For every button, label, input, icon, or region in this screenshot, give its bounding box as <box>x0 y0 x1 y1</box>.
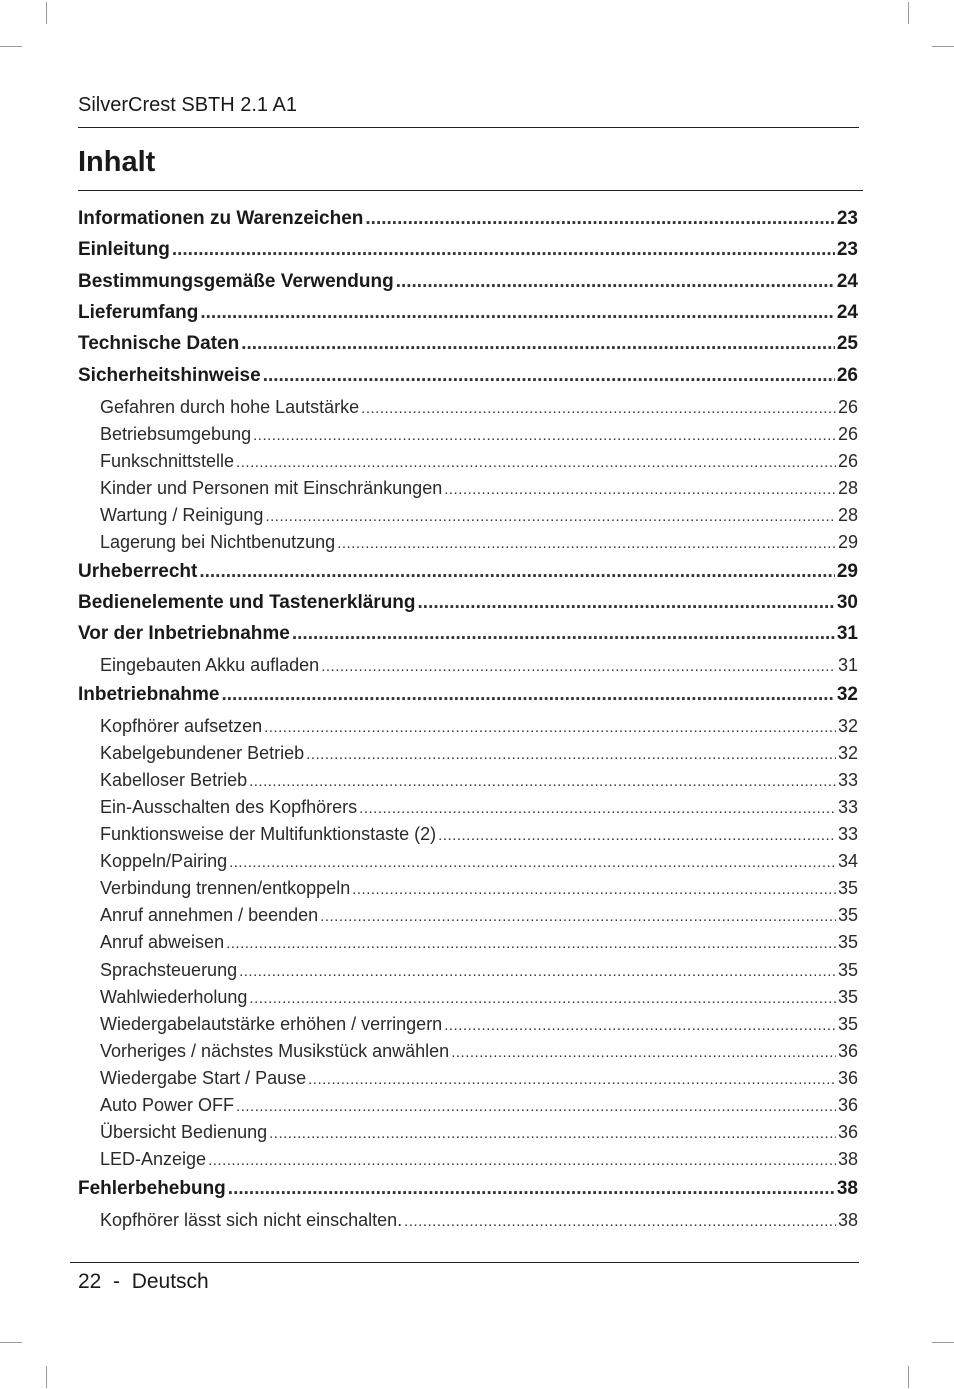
toc-entry-title: Kopfhörer aufsetzen <box>100 715 263 736</box>
toc-dot-leader <box>264 717 836 739</box>
toc-entry-page: 26 <box>837 450 858 471</box>
toc-entry-page: 26 <box>837 423 858 444</box>
toc-entry-page: 32 <box>837 742 858 763</box>
toc-entry-section <box>78 877 858 901</box>
toc-dot-leader <box>292 622 835 646</box>
toc-entry-title: Lagerung bei Nichtbenutzung <box>100 532 336 552</box>
toc-entry-section <box>78 986 858 1010</box>
crop-mark <box>908 1366 909 1388</box>
toc-entry-page: 26 <box>836 364 858 386</box>
toc-entry-section <box>78 1013 858 1037</box>
toc-entry-title: Lieferumfang <box>78 301 199 323</box>
toc-entry-section <box>78 1067 858 1091</box>
toc-entry-title: Funkschnittstelle <box>100 450 235 471</box>
toc-entry-page: 36 <box>837 1122 858 1143</box>
toc-entry-section <box>78 850 858 874</box>
crop-mark <box>932 1342 954 1343</box>
toc-entry-title: Wiedergabelautstärke erhöhen / verringern <box>100 1013 443 1034</box>
toc-entry-page: 32 <box>836 683 858 705</box>
toc-entry-chapter <box>78 270 858 294</box>
toc-entry-page: 33 <box>837 769 858 790</box>
toc-entry-section <box>78 823 858 847</box>
toc-dot-leader <box>418 591 835 615</box>
crop-mark <box>46 2 47 24</box>
toc-entry-title: Vor der Inbetriebnahme <box>78 623 290 645</box>
toc-dot-leader <box>352 879 836 901</box>
toc-entry-chapter <box>78 301 858 325</box>
toc-entry-page: 29 <box>836 560 858 582</box>
toc-dot-leader <box>229 852 836 874</box>
toc-entry-page: 28 <box>837 504 858 525</box>
toc-dot-leader <box>228 1177 835 1201</box>
toc-entry-title: Eingebauten Akku aufladen <box>100 655 320 676</box>
crop-mark <box>932 46 954 47</box>
crop-mark <box>908 2 909 24</box>
toc-entry-page: 31 <box>837 655 858 676</box>
toc-dot-leader <box>263 364 835 388</box>
toc-entry-section <box>78 1209 858 1233</box>
toc-entry-page: 33 <box>837 824 858 844</box>
toc-dot-leader <box>320 906 836 928</box>
toc-entry-title: Koppeln/Pairing <box>100 851 228 872</box>
toc-entry-title: Anruf annehmen / beenden <box>100 905 319 926</box>
toc-entry-page: 35 <box>837 878 858 899</box>
toc-entry-title: Auto Power OFF <box>100 1095 235 1115</box>
toc-entry-page: 26 <box>837 396 858 417</box>
toc-entry-section <box>78 1121 858 1145</box>
toc-entry-page: 38 <box>836 1177 858 1199</box>
toc-entry-title: Fehlerbehebung <box>78 1177 226 1199</box>
toc-dot-leader <box>253 425 836 447</box>
toc-entry-section <box>78 1094 858 1118</box>
toc-entry-title: Kabelloser Betrieb <box>100 769 248 790</box>
toc-dot-leader <box>444 1015 836 1037</box>
toc-dot-leader <box>337 533 836 555</box>
toc-entry-chapter <box>78 364 858 388</box>
toc-dot-leader <box>265 506 836 528</box>
toc-entry-title: Bedienelemente und Tastenerklärung <box>78 591 416 613</box>
toc-dot-leader <box>208 1150 836 1172</box>
toc-dot-leader <box>236 1096 836 1118</box>
toc-entry-title: Kabelgebundener Betrieb <box>100 742 305 763</box>
toc-entry-chapter <box>78 591 858 615</box>
toc-entry-section <box>78 504 858 528</box>
toc-entry-title: Technische Daten <box>78 333 240 355</box>
toc-entry-section <box>78 715 858 739</box>
toc-entry-title: Vorheriges / nächstes Musikstück anwählen <box>100 1040 450 1061</box>
toc-entry-chapter <box>78 622 858 646</box>
toc-entry-section <box>78 450 858 474</box>
toc-entry-title: Wahlwiederholung <box>100 986 248 1007</box>
crop-mark <box>46 1366 47 1388</box>
crop-mark <box>0 1342 22 1343</box>
toc-dot-leader <box>221 683 834 707</box>
toc-entry-section <box>78 1040 858 1064</box>
toc-entry-section <box>78 654 858 678</box>
toc-dot-leader <box>396 270 835 294</box>
toc-entry-section <box>78 931 858 955</box>
toc-dot-leader <box>249 988 836 1010</box>
toc-entry-title: Inbetriebnahme <box>78 683 220 705</box>
header-rule <box>78 127 859 128</box>
toc-entry-page: 35 <box>837 905 858 926</box>
toc-dot-leader <box>226 933 836 955</box>
toc-entry-title: Sprachsteuerung <box>100 959 238 980</box>
toc-entry-title: Gefahren durch hohe Lautstärke <box>100 396 360 417</box>
toc-entry-section <box>78 742 858 766</box>
toc-entry-title: Informationen zu Warenzeichen <box>78 208 364 229</box>
toc-entry-page: 24 <box>836 270 858 292</box>
toc-entry-page: 35 <box>837 932 858 953</box>
toc-entry-page: 25 <box>836 333 858 355</box>
toc-entry-chapter <box>78 1177 858 1201</box>
toc-entry-title: Anruf abweisen <box>100 932 225 953</box>
toc-entry-title: Verbindung trennen/entkoppeln <box>100 878 351 899</box>
toc-entry-section <box>78 531 858 555</box>
toc-entry-chapter <box>78 238 858 262</box>
toc-dot-leader <box>451 1042 836 1064</box>
toc-entry-title: Kopfhörer lässt sich nicht einschalten. <box>100 1209 403 1230</box>
toc-entry-title: Sicherheitshinweise <box>78 364 261 386</box>
toc-entry-section <box>78 796 858 820</box>
toc-entry-chapter <box>78 207 858 231</box>
toc-entry-section <box>78 477 858 501</box>
toc-entry-chapter <box>78 332 858 356</box>
toc-entry-title: Betriebsumgebung <box>100 423 252 444</box>
toc-dot-leader <box>361 398 836 420</box>
toc-entry-page: 31 <box>836 623 858 645</box>
toc-entry-page: 36 <box>837 1040 858 1061</box>
toc-entry-section <box>78 769 858 793</box>
toc-entry-page: 35 <box>837 986 858 1007</box>
toc-entry-section <box>78 423 858 447</box>
toc-entry-title: Funktionsweise der Multifunktionstaste (2) <box>100 824 437 844</box>
toc-entry-page: 36 <box>837 1067 858 1088</box>
toc-dot-leader <box>306 744 836 766</box>
toc-entry-title: Einleitung <box>78 239 170 261</box>
toc-dot-leader <box>236 452 836 474</box>
header-title: SilverCrest SBTH 2.1 A1 <box>78 94 297 116</box>
toc-dot-leader <box>239 961 836 983</box>
toc-entry-title: LED-Anzeige <box>100 1149 207 1170</box>
toc-entry-page: 35 <box>837 1013 858 1034</box>
toc-dot-leader <box>249 771 836 793</box>
footer-rule <box>70 1262 859 1263</box>
toc-dot-leader <box>269 1123 836 1145</box>
toc-entry-title: Bestimmungsgemäße Verwendung <box>78 270 394 292</box>
page-title: Inhalt <box>78 146 156 178</box>
toc-dot-leader <box>308 1069 836 1091</box>
toc-entry-title: Ein-Ausschalten des Kopfhörers <box>100 796 358 817</box>
toc-dot-leader <box>444 479 836 501</box>
toc-entry-page: 29 <box>837 532 858 552</box>
toc-entry-page: 30 <box>836 591 858 613</box>
toc-entry-page: 33 <box>837 796 858 817</box>
toc-entry-page: 38 <box>837 1209 858 1230</box>
toc-entry-chapter <box>78 683 858 707</box>
title-rule <box>78 190 863 191</box>
toc-dot-leader <box>365 207 834 231</box>
toc-dot-leader <box>359 798 836 820</box>
toc-entry-title: Wiedergabe Start / Pause <box>100 1067 307 1088</box>
toc-entry-page: 24 <box>836 301 858 323</box>
toc-entry-page: 34 <box>837 851 858 872</box>
toc-dot-leader <box>438 825 836 847</box>
toc-entry-title: Wartung / Reinigung <box>100 504 264 525</box>
toc-dot-leader <box>199 560 835 584</box>
toc-entry-title: Kinder und Personen mit Einschränkungen <box>100 477 443 498</box>
toc-entry-section <box>78 396 858 420</box>
toc-entry-page: 38 <box>837 1149 858 1170</box>
toc-entry-title: Urheberrecht <box>78 560 198 582</box>
toc-entry-section <box>78 1148 858 1172</box>
toc-entry-section <box>78 904 858 928</box>
toc-dot-leader <box>241 332 835 356</box>
toc-entry-page: 36 <box>837 1095 858 1115</box>
toc-entry-page: 28 <box>837 477 858 498</box>
page-footer: 22 - Deutsch <box>78 1270 209 1293</box>
toc-entry-title: Übersicht Bedienung <box>100 1122 268 1143</box>
toc-dot-leader <box>404 1211 836 1233</box>
toc-entry-page: 35 <box>837 959 858 980</box>
toc-entry-section <box>78 959 858 983</box>
toc-dot-leader <box>321 656 836 678</box>
toc-entry-chapter <box>78 560 858 584</box>
crop-mark <box>0 46 22 47</box>
toc-entry-page: 32 <box>837 715 858 736</box>
toc-entry-page: 23 <box>836 208 858 229</box>
toc-dot-leader <box>172 238 835 262</box>
toc-entry-page: 23 <box>836 239 858 261</box>
toc-dot-leader <box>200 301 835 325</box>
